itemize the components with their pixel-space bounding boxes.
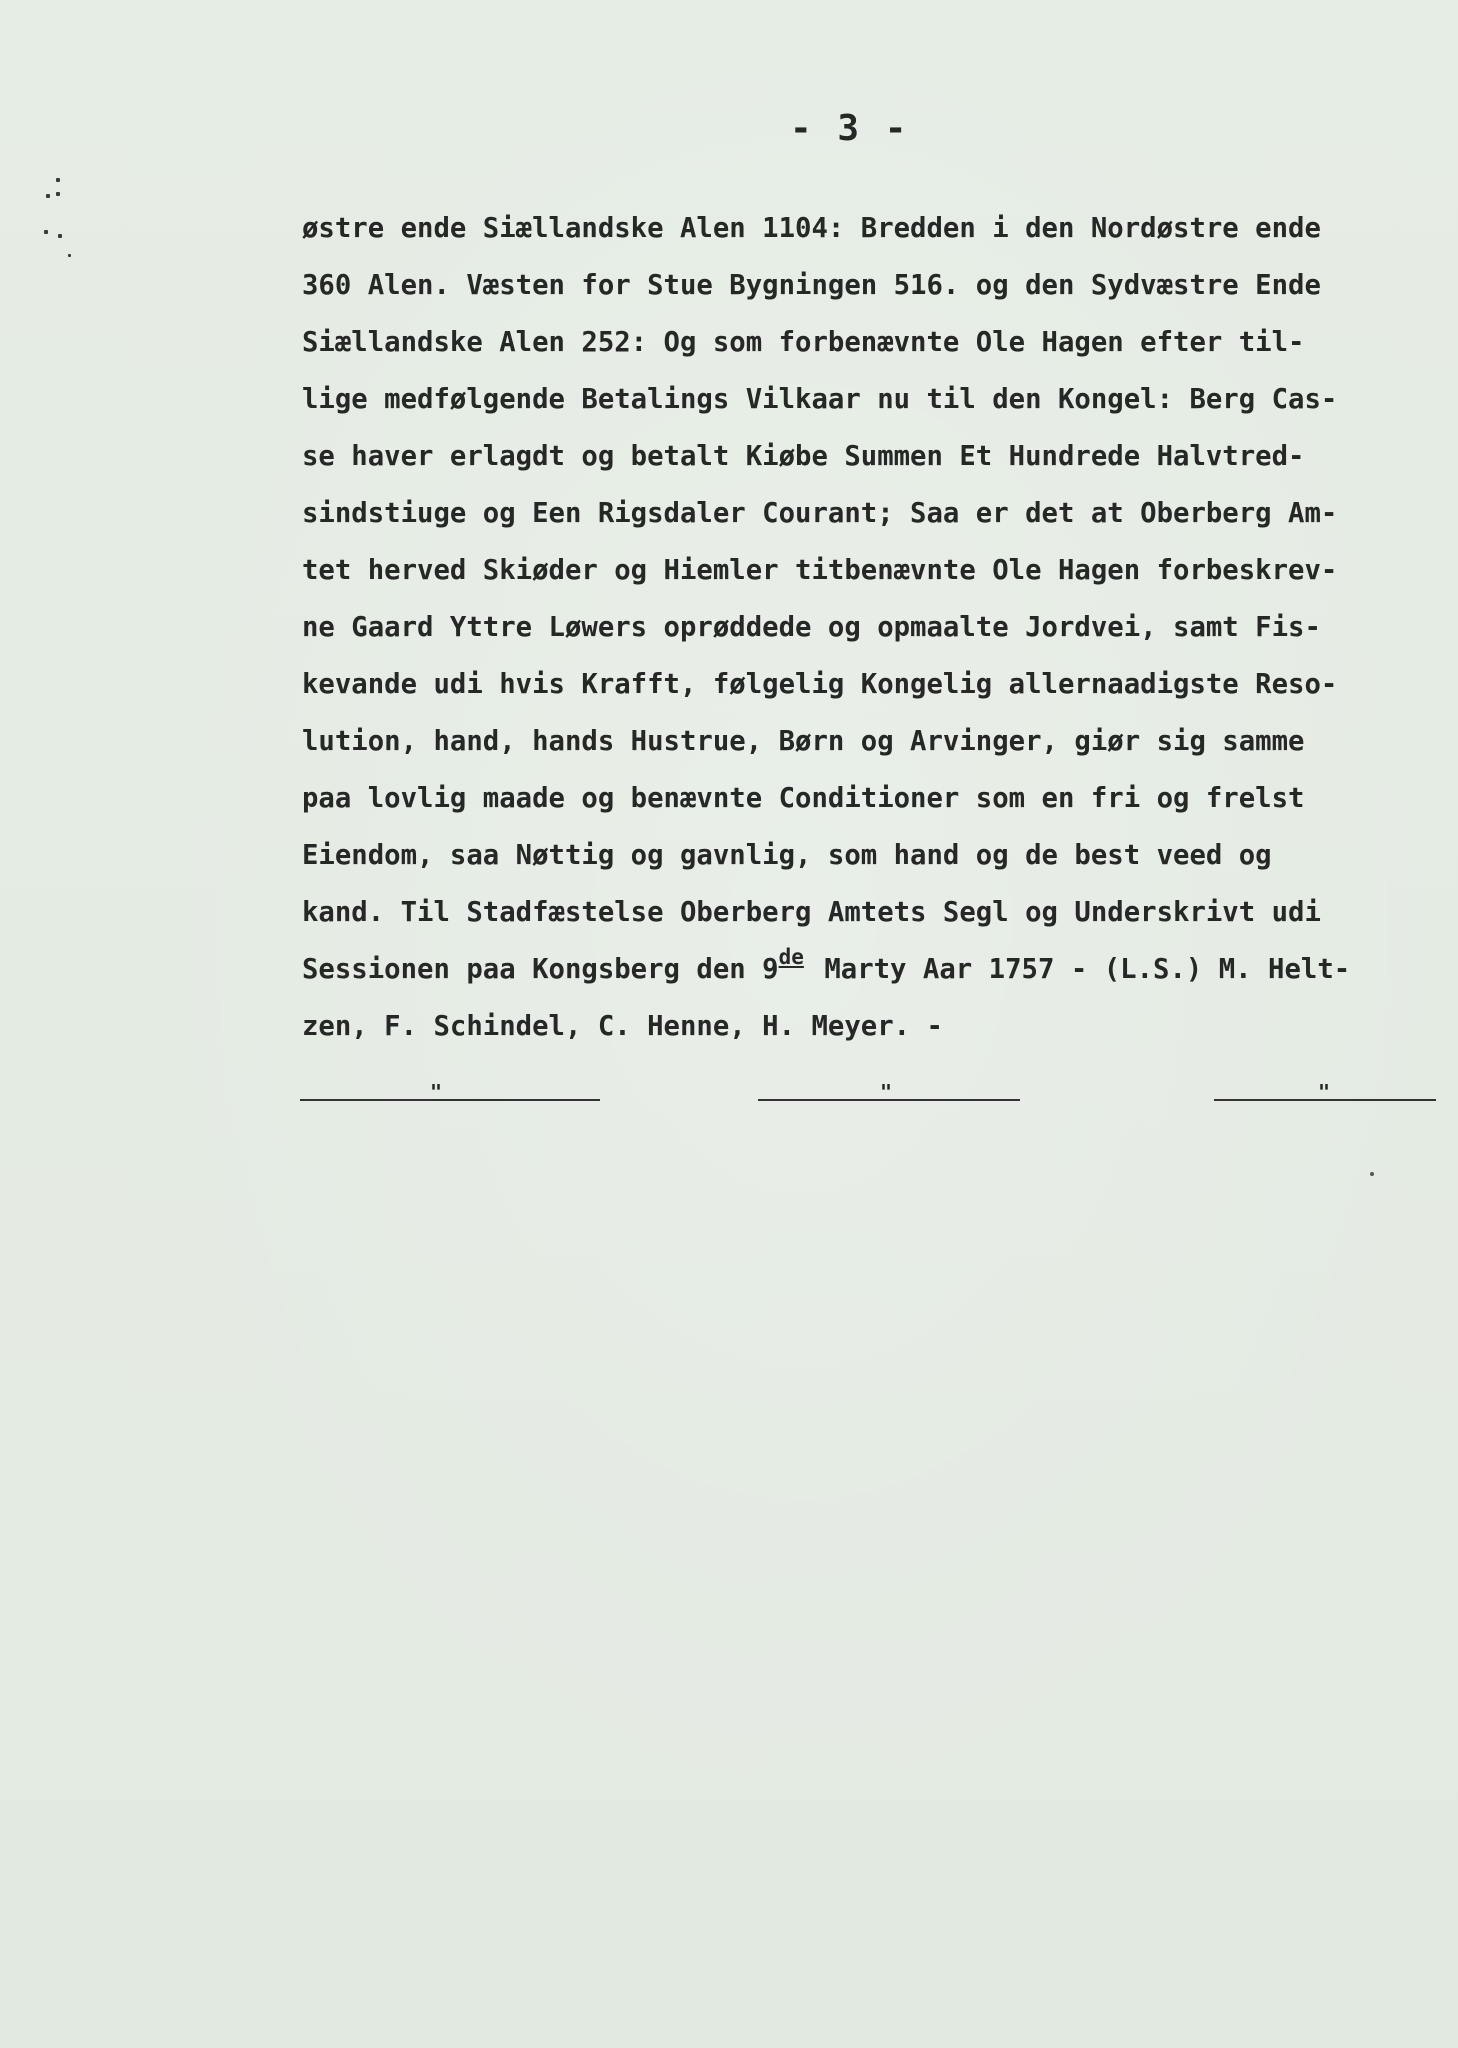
text-line-with-superscript — [302, 941, 1412, 998]
signatories-line: zen, F. Schindel, C. Henne, H. Meyer. - — [302, 1011, 943, 1042]
text-line: lige medfølgende Betalings Vilkaar nu til den Kongel: Berg Cas- — [302, 384, 1338, 415]
page-number: - 3 - — [790, 108, 909, 149]
text-line: lution, hand, hands Hustrue, Børn og Arvinger, giør sig samme — [302, 726, 1305, 757]
separator-rule — [300, 1080, 600, 1104]
line-segment: Sessionen paa Kongsberg den 9 — [302, 954, 779, 985]
ditto-mark: " — [880, 1080, 893, 1104]
text-line: Eiendom, saa Nøttig og gavnlig, som hand og de best veed og — [302, 840, 1272, 871]
text-line: 360 Alen. Væsten for Stue Bygningen 516. og den Sydvæstre Ende — [302, 270, 1321, 301]
ink-speck — [1370, 1172, 1374, 1176]
text-line: ne Gaard Yttre Løwers oprøddede og opmaalte Jordvei, samt Fis- — [302, 612, 1321, 643]
text-line: tet herved Skiøder og Hiemler titbenævnte Ole Hagen forbeskrev- — [302, 555, 1338, 586]
separator-rule — [1214, 1080, 1436, 1104]
text-line: kevande udi hvis Krafft, følgelig Kongelig allernaadigste Reso- — [302, 669, 1338, 700]
line-segment: Marty Aar 1757 - (L.S.) M. Helt- — [807, 954, 1351, 985]
text-line: sindstiuge og Een Rigsdaler Courant; Saa er det at Oberberg Am- — [302, 498, 1338, 529]
ditto-mark: " — [1318, 1080, 1331, 1104]
text-line: kand. Til Stadfæstelse Oberberg Amtets Segl og Underskrivt udi — [302, 897, 1321, 928]
margin-marks — [44, 178, 74, 258]
text-line: se haver erlagdt og betalt Kiøbe Summen Et Hundrede Halvtred- — [302, 441, 1305, 472]
date-superscript: de — [778, 945, 804, 969]
separator-rule — [758, 1080, 1020, 1104]
ditto-mark: " — [430, 1080, 443, 1104]
text-line: paa lovlig maade og benævnte Conditioner som en fri og frelst — [302, 783, 1305, 814]
text-line: østre ende Siællandske Alen 1104: Bredden i den Nordøstre ende — [302, 213, 1321, 244]
body-text — [302, 200, 1412, 1055]
text-line: Siællandske Alen 252: Og som forbenævnte Ole Hagen efter til- — [302, 327, 1305, 358]
